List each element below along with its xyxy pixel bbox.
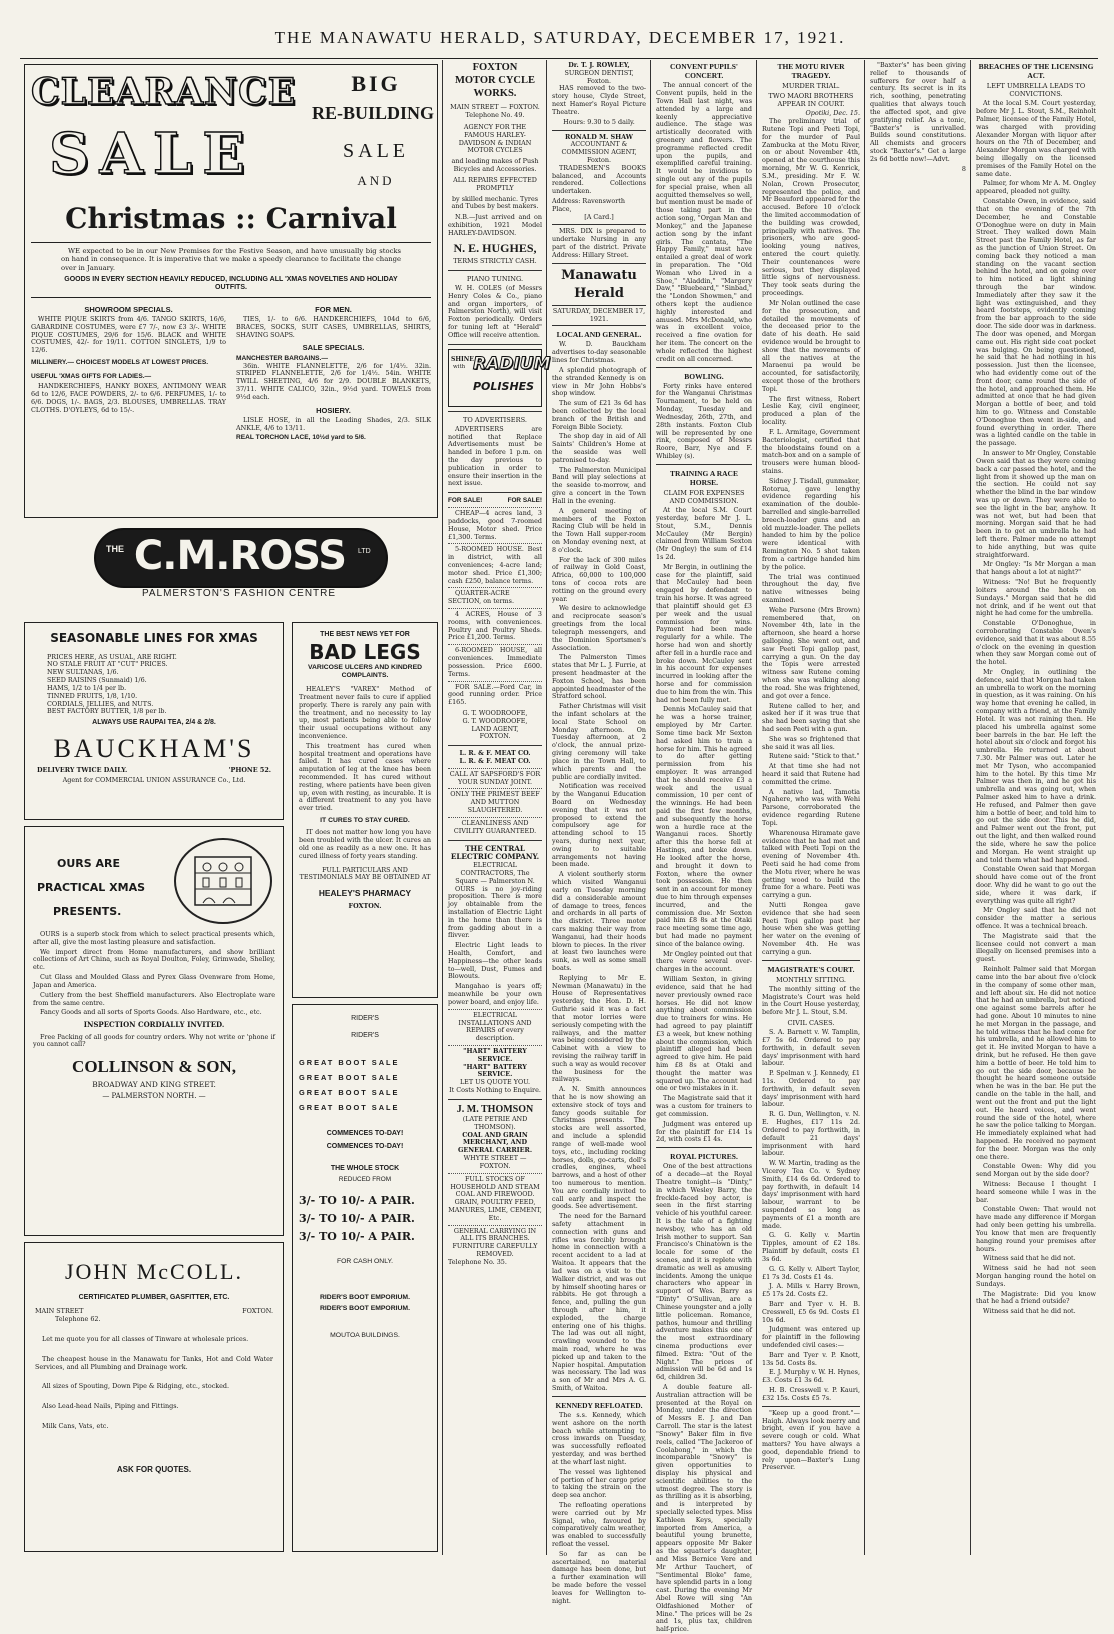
local-item: For the lack of 300 miles of railway in Gold Coast, Africa, 60,000 to 100,000 tons of cocoa rots are rotting on the ground every year. — [552, 555, 646, 603]
bad-legs-l3: VARICOSE ULCERS AND KINDRED COMPLAINTS. — [307, 663, 423, 679]
terms: TERMS STRICTLY CASH. — [453, 257, 537, 266]
hart-battery: "HART" BATTERY SERVICE. — [463, 1046, 527, 1063]
column-rule — [650, 60, 651, 1555]
civil-case: R. G. Dun, Wellington, v. N. E. Hughes, £17 11s 2d. Ordered to pay forthwith, in default 21 days' imprisonment with hard labour. — [762, 1110, 860, 1158]
riders-l1: RIDER'S — [351, 1015, 379, 1022]
licensing-heading: BREACHES OF THE LICENSING ACT. — [978, 62, 1094, 81]
race-heading: TRAINING A RACE HORSE. — [670, 468, 738, 487]
local-item: Notification was received by the Wanganui Education Board on Wednesday evening that it was not proposed to extend the compulsory age for attending school to 15 years, during next year, owing to suitable arrangements not having been made. — [552, 782, 646, 869]
radium-polishes: POLISHES — [473, 379, 535, 393]
thomson-stocks: FULL STOCKS OF HOUSEHOLD AND STEAM COAL AND FIREWOOD. — [450, 1174, 540, 1199]
list-item: TINNED FRUITS, 1/8, 1/10. — [47, 691, 138, 700]
sale-specials: SALE SPECIALS. — [302, 343, 365, 353]
presents-p2: We import direct from Home manufacturers, and show brilliant collections of Art China, such as Royal Doulton, Foley, Grimwade, Shelley, etc. — [33, 947, 275, 972]
sale-item: 5-ROOMED HOUSE. Best in district, with all conveniences; 4-acre land; motor shed. Price £1,300; cash £250, balance terms. — [448, 545, 542, 585]
ask-for-quotes: ASK FOR QUOTES. — [116, 1464, 192, 1474]
presents-p4: Cutlery from the best Sheffield manufacturers. Also Electroplate ware from the same centre. — [33, 990, 275, 1007]
civil-case: Judgment was entered up for plaintiff in the following undefended civil cases:— — [762, 1325, 860, 1350]
radium-word: RADIUM — [473, 353, 551, 374]
radium-with: with — [453, 363, 466, 370]
sale-item: CHEAP—4 acres land, 3 paddocks, good 7-roomed House, Motor shed. Price £1,300. Terms. — [448, 509, 542, 541]
column-5 — [656, 62, 752, 1634]
sale-item: 4 ACRES, House of 3 rooms, with conveniences. Poultry and Poultry Sheds. Price £1,200. Terms. — [448, 610, 542, 642]
motu-para: She was so frightened that she said it was all lies. — [762, 734, 860, 751]
thomson-late: (LATE PETRIE AND THOMSON). — [462, 1115, 528, 1131]
mccoll-trade: CERTIFICATED PLUMBER, GASFITTER, ETC. — [78, 1293, 230, 1301]
boot-emporium: RIDER'S BOOT EMPORIUM. — [320, 1294, 410, 1302]
rowley-town: Foxton. — [586, 76, 612, 85]
licensing-para: In answer to Mr Ongley, Constable Owen said that as they were coming back a car passed the hotel, and the light from it showed up the man on the section. He could not say whether the blind in the bar window was up or down. They were able to see the light in the bar, anyhow. It was not wet, but had been that morning. Morgan said that he had been in to get an umbrella he had left there. Palmer made no attempt to hide anything, but was quite straightforward. — [976, 449, 1096, 559]
price-line: 3/- TO 10/- A PAIR. — [299, 1212, 415, 1225]
bad-legs-l1: THE BEST NEWS YET FOR — [320, 631, 410, 638]
concert-heading: CONVENT PUPILS' CONCERT. — [670, 62, 738, 81]
civil-case: W. W. Martin, trading as the Viceroy Tea Co. v. Sydney Smith, £14 6s 6d. Ordered to pay forthwith, in default 14 days' imprisonment with hard labour, warrant to be suspended so long as payments of £1 a month are made. — [762, 1159, 860, 1230]
race-para: Dennis McCauley said that he was a horse trainer, employed by Mr Carter. Some time back Mr Sexton had asked him to train a horse for him. This he agreed to do after getting permission from his employer. It was arranged that he should receive £3 a week and the usual commission, 10 per cent of the winnings. He had been paid the first few months, and subsequently the horse won a hurdle race at the Wanganui races. Shortly after this the horse fell at Hastings, and broke down. He looked after the horse, and brought it down to Foxton, where the owner took possession. He then sent in an account for money due to him through expenses incurred, and the commission due. Mr Sexton paid him £8 8s at the Otaki race meeting some time ago, but had made no payment since of the balance owing. — [656, 705, 752, 948]
race-para: Mr Bergin, in outlining the case for the plaintiff, said that McCauley had been engaged by defendant to train his horse. It was agreed that plaintiff should get £3 per week and the usual commission for wins. Payment had been made regularly for a while. The horse had won and shortly after fell in a hurdle race and broke down. McCauley sent in his account for expenses incurred in looking after the horse and for commission due to him from the win. This had not been fully met. — [656, 562, 752, 704]
shaw-text: TRADESMEN'S BOOKS balanced, and Accounts rendered. Collections undertaken. — [552, 163, 646, 196]
motor-nb: N.B.—Just arrived and on exhibition, 1921 Model HARLEY-DAVIDSON. — [448, 213, 542, 237]
useful-heading: USEFUL 'XMAS GIFTS FOR LADIES.— — [31, 373, 152, 381]
licensing-para: Constable Owen: Why did you send Morgan out by the side door? — [976, 1162, 1096, 1179]
licensing-para: Witness: Because I thought I heard someone while I was in the bar. — [976, 1180, 1096, 1204]
race-subheading: CLAIM FOR EXPENSES AND COMMISSION. — [663, 489, 745, 506]
shaw-title: ACCOUNTANT & COMMISSION AGENT, — [561, 140, 637, 157]
mccoll-p5: Milk Cans, Vats, etc. — [42, 1422, 109, 1431]
christmas-carnival: Christmas :: Carnival — [65, 202, 397, 235]
rowley-hours: Hours: 9.30 to 5 daily. — [563, 117, 635, 126]
mccoll-p2: The cheapest house in the Manawatu for Tanks, Hot and Cold Water Services, and all Plumbing and Drainage work. — [35, 1354, 273, 1371]
cmross-the: THE — [106, 544, 124, 554]
motor-leading: and leading makes of Push Bicycles and Accessories. — [451, 157, 539, 174]
for-sale-left: FOR SALE! — [448, 497, 483, 505]
manchester-text: 36in. WHITE FLANNELETTE, 2/6 for 1/4½. 32in. STRIPED FLANNELETTE, 2/6 for 1/4½. 54in. WHITE TWILL SHEETING, 4/6 for 2/9. DOUBLE BLANKETS, 37/11. WHITE CALICO, 32in., 9½d yard. TOWELS from 9½d each. — [236, 361, 431, 401]
mccoll-town: FOXTON. — [242, 1307, 273, 1316]
motu-para: Wehe Parsone (Mrs Brown) remembered that, on November 4th, late in the afternoon, she heard a horse galloping. She went out, and saw Peeti Topi gallop past, carrying a gun. On the day the Topis were arrested witness saw Rutene coming when she was walking along the road. She was frightened, and got over a fence. — [762, 605, 860, 700]
delivery: DELIVERY TWICE DAILY. — [37, 765, 128, 774]
herald-date: SATURDAY, DECEMBER 17, 1921. — [552, 306, 646, 323]
column-rule — [864, 60, 865, 1555]
boot-sale-line: GREAT BOOT SALE — [299, 1088, 400, 1098]
goods-reduced: GOODS IN EVERY SECTION HEAVILY REDUCED, INCLUDING ALL 'XMAS NOVELTIES AND HOLIDAY OUTFITS. — [64, 275, 398, 292]
column-4 — [552, 61, 646, 1605]
kennedy-para: The vessel was lightened of portion of her cargo prior to taking the strain on the deep sea anchor. — [552, 1467, 646, 1500]
radium-shine: SHINE — [451, 355, 474, 363]
meat-co: L. R. & F. MEAT CO. — [459, 757, 531, 766]
meat-only: ONLY THE PRIMEST BEEF AND MUTTON SLAUGHTERED. — [450, 790, 540, 815]
mccoll-p4: Also Lead-head Nails, Piping and Fittings. — [42, 1402, 179, 1411]
motor-works-h2: MOTOR CYCLE — [454, 74, 536, 86]
moutoa-buildings: MOUTOA BUILDINGS. — [330, 1331, 400, 1339]
bad-legs-p3: IT does not matter how long you have been troubled with the ulcer. It cures an old one as readily as a new one. It has cured illness of forty years standing. — [299, 828, 431, 860]
torchon-lace: REAL TORCHON LACE, 10½d yard to 5/6. — [236, 434, 366, 442]
bad-legs-p2: This treatment has cured when hospital treatment and operations have failed. It has cured cases where amputation of leg at the knee has been recommended. It has cured without resting, where patients have been given up, even with resting, as incurable. It is a different treatment to any you have ever tried. — [299, 741, 431, 813]
motor-tel: Telephone No. 49. — [465, 111, 525, 120]
baxter-para: "Baxter's" has been giving relief to thousands of sufferers for over half a century. Its secret is in its rich, soothing, penetrating qualities that always touch the affected spot, and give gratifying relief. As a tonic, "Baxter's" is unrivalled. Builds sound constitutions. All chemists and grocers stock "Baxter's." Get a large 2s 6d bottle now!—Advt. — [870, 61, 966, 163]
showroom-text: WHITE PIQUE SKIRTS from 4/6. TANGO SKIRTS, 16/6, GABARDINE COSTUMES, were £7 7/-, now £3 3/-. WHITE PIQUE COSTUMES, 29/6 for 15/6. BLACK and WHITE COSTUMES, 42/- for 19/11. COTTON SINGLETS, 1/9 to 12/6. — [31, 315, 226, 355]
and-heading: AND — [357, 173, 395, 188]
list-item: CORDIALS, JELLIES, and NUTS. — [47, 699, 154, 708]
local-item: A splendid photograph of the stranded Kennedy is on view in Mr John Hobbs's shop window. — [552, 365, 646, 398]
local-item: The Palmerston Times states that Mr L. J. Furrie, at present headmaster at the Foxton School, has been appointed headmaster of the Stratford school. — [552, 653, 646, 701]
cmross-ltd: LTD — [358, 548, 371, 555]
mccoll-ad — [24, 1242, 284, 1552]
royal-para: A double feature all-Australian attraction will be presented at the Royal on Monday, under the direction of Messrs E. J. and Dan Carroll. The star is the latest "Snowy" Baker film in five reels, called "The Jackeroo of Coolabong," in which the incomparable "Snowy" is given opportunities to display his physical and scientific abilities to the utmost degree. The story is as thrilling as it is absorbing, and is interpreted by specially selected types. Miss Kathleen Keys, specially imported from America, a beautiful young brunette, appears opposite Mr Baker as the squatter's daughter, and Miss Bernice Vere and Mr Arthur Tauchert, of "Sentimental Bloke" fame, have splendid parts in a long cast. During the evening Mr Abel Rowe will sing "An Oldfashioned Mother of Mine." The prices will be 2s and 1s, plus tax, children half-price. — [656, 1383, 752, 1634]
phone: 'PHONE 52. — [228, 765, 271, 774]
presents-line-3: PRESENTS. — [53, 905, 122, 918]
column-rule — [970, 60, 971, 1555]
useful-text: HANDKERCHIEFS, HANKY BOXES, ANTIMONY WEAR 6d to 12/6, FACE POWDERS, 2/- to 6/6. PERFUMES, 1/- to 6/6. DOGS, 1/-. BAGS, 2/3. BLOUSES, UMBRELLAS. TRAY CLOTHS. D'OYLEYS, 6d to 15/-. — [31, 382, 226, 414]
motu-para: The preliminary trial of Rutene Topi and Peeti Topi, for the murder of Paul Zambucka at the Motu River, on or about November 4th, opened at the courthouse this morning, Mr W. G. Kenrick, S.M., presiding. Mr F. W. Nolan, Crown Prosecutor, represented the police, and Mr Beauford appeared for the accused. Before 10 o'clock the limited accommodation of the building was crowded, principally with natives. The prisoners, who are good-looking young natives, entered the court quietly. Their countenances were serious, but they displayed little signs of nervousness. They took seats during the proceedings. — [762, 117, 860, 298]
licensing-para: Constable Owen said that Morgan should have come out of the front door. Why did he want to go out the side, where it was dark, if everything was quite all right? — [976, 865, 1096, 905]
list-item: NEW SULTANAS, 1/6. — [47, 668, 119, 677]
thomson-grain: GRAIN, POULTRY FEED, MANURES, LIME, CEMENT, Etc. — [448, 1198, 542, 1222]
civil-case: H. B. Cresswell v. P. Kauri, £32 15s. Costs £5 7s. — [762, 1386, 860, 1402]
mccoll-street: MAIN STREET — [35, 1307, 84, 1316]
bowling-heading: BOWLING. — [684, 371, 724, 381]
local-item: The need for the Barnard safety attachment in connection with guns and rifles was forcibly brought home in connection with a recent accident to a lad at Waitoa. It appears that the lad was on a visit to the Walker district, and was out by himself shooting hares or rabbits. He got through a fence, and, pulling the gun through after him, it exploded, the charge entering one of his thighs. The lad was out all night, crawling wounded to the main road, where he was picked up and taken to the Napier hospital. Amputation was necessary. The lad was a son of Mr and Mrs A. G. Smith, of Waitoa. — [552, 1212, 646, 1393]
list-item: PRICES HERE, AS USUAL, ARE RIGHT. — [47, 652, 177, 661]
masthead: THE MANAWATU HERALD, SATURDAY, DECEMBER 17, 1921. — [274, 28, 846, 47]
shaw-town: Foxton. — [586, 155, 612, 164]
concert-para: The annual concert of the Convent pupils, held in the Town Hall last night, was attended by a large and keenly appreciative audience. The stage was artistically decorated with greenery and flowers. The programme reflected credit upon the pupils, and exemplified careful training. It would be invidious to single out any of the pupils for special praise, when all acquitted themselves so well, but mention must be made of those taking part in the action song, "Organ Man and Monkey," and the Japanese action song by the infant girls. The cantata, "The Happy Family," must have entailed a great deal of work in preparation. The "Old Woman who Lived in a Shoe," "Aladdin," "Margery Daw," "Bluebeard," "Sinbad," the "London Showmen," and others kept the audience highly interested and amused. Mrs McDonald, who was in excellent voice, received a fine ovation for her item. The concert on the whole reflected the highest credit on all concerned. — [656, 81, 752, 363]
shaw-address: Address: Ravensworth Place, — [552, 197, 625, 213]
electric-heading: THE CENTRAL ELECTRIC COMPANY. — [450, 843, 540, 862]
seasonable-heading: SEASONABLE LINES FOR XMAS — [50, 631, 258, 645]
collinson-ad — [24, 826, 284, 1236]
shaw-name: RONALD M. SHAW — [565, 132, 633, 141]
list-item: BEST FACTORY BUTTER, 1/8 per lb. — [47, 707, 167, 716]
electric-p2: Electric Light leads to Health, Comfort, and Happiness—the other leads to—well, Dust, Fumes and Blowouts. — [448, 941, 542, 981]
civil-case: Barr and Tyer v. H. B. Cresswell, £5 6s 9d. Costs £1 10s 6d. — [762, 1299, 860, 1324]
magistrate-heading: MAGISTRATE'S COURT. — [767, 964, 855, 974]
sale-item: 6-ROOMED HOUSE, all conveniences. Immediate possession. Price £600. Terms. — [448, 646, 542, 678]
race-para: Judgment was entered up for the plaintiff for £14 1s 2d, with costs £1 4s. — [656, 1119, 752, 1144]
seasonable-lines — [33, 654, 275, 717]
cures-heading: IT CURES TO STAY CURED. — [320, 817, 410, 825]
thomson-furniture: FURNITURE CAREFULLY REMOVED. — [452, 1242, 538, 1259]
civil-case: E. J. Murphy v. W. H. Hynes, £3. Costs £1 3s 6d. — [762, 1368, 860, 1385]
civil-case: J. A. Mills v. Harry Brown, £5 17s 2d. Costs £2. — [762, 1282, 860, 1299]
raupai-tea: ALWAYS USE RAUPAI TEA, 2/4 & 2/8. — [92, 719, 216, 727]
price-line: 3/- TO 10/- A PAIR. — [299, 1193, 415, 1207]
thomson-carrying: GENERAL CARRYING IN ALL ITS BRANCHES. — [453, 1226, 537, 1243]
mccoll-tel: Telephone 62. — [55, 1315, 101, 1324]
motu-para: The trial was continued throughout the day, five native witnesses being examined. — [762, 572, 860, 604]
sale-heading: SALE — [343, 140, 409, 162]
licensing-para: Mr Ongley, in outlining the defence, said that Morgan had taken an umbrella to work on the morning in question, as it was raining. On his way home that evening he called, in company with a friend, at the Family Hotel. It was not raining then. He placed his umbrella against some beer barrels in the bar. He left the hotel about six o'clock and forgot his umbrella. He returned at about 7.30. Mr Palmer was out. Later he met Mr Tyson, who accompanied him to the hotel. By this time Mr Palmer was then in, and he got his umbrella and was going out, when Palmer asked him to have a drink. He refused, and Palmer then gave him a bottle of beer, and told him to go out the side door. This he did, and Palmer went out the front, put out the light, and then walked round the side, where he saw the police and Morgan. He went straight up and told them what had happened. — [976, 668, 1096, 864]
motor-repairs: ALL REPAIRS EFFECTED PROMPTLY — [453, 175, 537, 192]
presents-p1: OURS is a superb stock from which to select practical presents which, after all, give the most lasting pleasure and satisfaction. — [33, 930, 275, 946]
civil-case: S. A. Barnett v. W. Tamplin, £7 5s 6d. Ordered to pay forthwith, in default seven days' imprisonment with hard labour. — [762, 1028, 860, 1068]
cmross-name: C.M.ROSS Co — [133, 533, 347, 631]
motu-para: Wharenousa Hiramate gave evidence that he had met and talked with Peeti Topi on the evening of November 4th. Peeti said he had come from the Motu river, where he was getting wood to build the frame for a whare. Peeti was carrying a gun. — [762, 828, 860, 900]
licensing-para: Constable O'Donoghue, in corroborating Constable Owen's evidence, said that it was about 8.55 o'clock on the evening in question when they saw Morgan come out of the hotel. — [976, 619, 1096, 667]
motu-sub1: MURDER TRIAL. — [782, 82, 840, 91]
motu-para: Sidney J. Tisdall, gunmaker, Rotorua, gave lengthy evidence regarding his examination of the double-barrelled and single-barrelled breech-loader guns and an old muzzle-loader. The pellets handed to him by the police were identical with Remington No. 5 shot taken from a cartridge handed him by the police. — [762, 476, 860, 571]
local-item: A general meeting of members of the Foxton Racing Club will be held in the Town Hall supper-room on Monday evening next, at 8 o'clock. — [552, 506, 646, 554]
dix-notice: MRS. DIX is prepared to undertake Nursing in any part of the district. Private Address: Hillary Street. — [552, 227, 646, 259]
free-packing: Free Packing of all goods for country orders. Why not write or 'phone if you cannot call? — [33, 1032, 275, 1049]
motor-skilled: by skilled mechanic. Tyres and Tubes by best makers. — [451, 194, 539, 211]
collinson-town: — PALMERSTON NORTH. — — [102, 1092, 206, 1101]
rowley-text: HAS removed to the two-story house, Clyde Street, next Hamer's Royal Picture Theatre. — [552, 84, 646, 116]
licensing-para: The Magistrate: Did you know that he had a friend outside? — [976, 1289, 1096, 1306]
licensing-para: Witness said he had not seen Morgan hanging round the hotel on Sundays. — [976, 1264, 1096, 1288]
motu-para: F. L. Armitage, Government Bacteriologist, certified that the bloodstains found on a match-box and on a sample of trousers were human blood-stains. — [762, 427, 860, 475]
thomson-tel: Telephone No. 35. — [448, 1257, 507, 1266]
licensing-para: At the local S.M. Court yesterday, before Mr J. L. Stout, S.M., Reinholt Palmer, licensee of the Family Hotel, was charged with providing Alexander Morgan with liquor after hours on the 7th of December, and Alexander Morgan was charged with being illegally on the licensed premises of the Family Hotel on the same date. — [976, 99, 1096, 178]
motu-para: Rutene called to her, and asked her if it was true that she had been saying that she had seen Peeti with a gun. — [762, 701, 860, 733]
agent-line: Agent for COMMERCIAL UNION ASSURANCE Co., Ltd. — [62, 776, 246, 785]
boot-emporium: RIDER'S BOOT EMPORIUM. — [320, 1305, 410, 1313]
men-heading: FOR MEN. — [315, 304, 352, 314]
magistrate-sub: MONTHLY SITTING. — [775, 975, 847, 984]
motu-para: Mr Nolan outlined the case for the prosecution, and detailed the movements of the deceased prior to the date of his death. He said evidence would be brought to show that the movements of all the natives at the Maraenui pa would be accounted, for satisfactorily, except those of the brothers Topi. — [762, 298, 860, 393]
baxter-para: "Keep up a good front."—Haigh. Always look merry and bright, even if you have a severe cough or cold. What matters? You have always a good, dependable friend to rely upon—Baxter's Lung Preserver. — [762, 1408, 860, 1472]
cash-only: FOR CASH ONLY. — [336, 1257, 394, 1265]
kennedy-para: So far as can be ascertained, no material damage has been done, but a further examination will be made before the vessel leaves for Wellington to-night. — [552, 1549, 646, 1605]
clearance-header — [31, 69, 435, 199]
local-heading: LOCAL AND GENERAL. — [556, 330, 642, 340]
presents-p5: Fancy Goods and all sorts of Sports Goods. Also Hardware, etc., etc. — [40, 1008, 262, 1017]
manchester-heading: MANCHESTER BARGAINS.— — [236, 354, 328, 362]
licensing-para: Reinholt Palmer said that Morgan came into the bar about five o'clock in the company of some other man, and left about six. He did not notice that he had an umbrella, but noticed one against some barrels after he had gone. About 10 minutes to nine he met Morgan in the passage, and he told witness that he had come for his umbrella, and he allowed him to get it. He invited Morgan to have a drink, but he refused. He then gave him a bottle of beer. He told him to go out the side door, because he thought he heard someone outside when he was in the bar. He put the candle on the table in the hall, and went out the front and put the light out. He heard voices, and went round the side of the hotel, where he saw the police talking to Morgan. He immediately explained what had happened. He received no payment for the beer. Morgan was the only one there. — [976, 965, 1096, 1161]
local-item: W. D. Bauckham advertises to-day seasonable lines for Christmas. — [552, 340, 646, 365]
kennedy-para: The s.s. Kennedy, which went ashore on the north beach while attempting to cross inwards on Tuesday, was successfully refloated yesterday, and was berthed at the wharf last night. — [552, 1411, 646, 1466]
civil-case: P. Spelman v. J. Kennedy, £1 11s. Ordered to pay forthwith, in default seven days' imprisonment with hard labour. — [762, 1069, 860, 1109]
licensing-para: The Magistrate said that the licensee could not convert a man illegally on licensed premises into a guest. — [976, 931, 1096, 964]
bauckham-name: BAUCKHAM'S — [53, 733, 255, 763]
showroom-heading: SHOWROOM SPECIALS. — [84, 304, 173, 314]
let-us-quote: LET US QUOTE YOU. — [459, 1078, 531, 1087]
licensing-para: Constable Owen, in evidence, said that on the evening of the 7th December, he and Constable O'Donoghue were on duty in Main Street. They walked down Main Street past the Family Hotel, as far as the junction of Union Street. On coming back they noticed a man standing on the vacant section behind the hotel, and on going over to him noticed a light shining through the bar window. Immediately after they saw it the light was extinguished, and they heard footsteps, evidently coming from the bar approach to the side door. The side door was in darkness. The door was opened, and Morgan came out. His right side coat pocket was bulging. On being questioned, he said that he had nothing in his possession. Just then the licensee, who had evidently come out of the front door, came round the side of the hotel, and approached them. He admitted at once that he had given Morgan a bottle of beer, and told him to go. Witness and Constable O'Donoghue then went in-side, and found everything in order. There was a lighted candle on the table in the passage. — [976, 197, 1096, 448]
licensing-para: Palmer, for whom Mr A. M. Ongley appeared, pleaded not guilty. — [976, 179, 1096, 196]
clearance-intro: WE expected to be in our New Premises for the Festive Season, and have unusually big stocks on hand in consequence. It is imperative that we make a speedy clearance to facilitate the change over in January. — [61, 247, 401, 272]
herald-title: Manawatu Herald — [561, 267, 637, 301]
clearance-title: CLEARANCE — [31, 71, 297, 113]
healey-pharmacy: HEALEY'S PHARMACY — [318, 888, 412, 899]
motor-works-h1: FOXTON — [472, 62, 518, 73]
motu-para: A native lad, Tamotia Ngahere, who was with Wehi Parsone, corroborated the evidence regarding Rutene Topi. — [762, 787, 860, 827]
millinery: MILLINERY.— CHOICEST MODELS AT LOWEST PRICES. — [31, 359, 209, 367]
motu-para: At that time she had not heard it said that Rutene had committed the crime. — [762, 762, 860, 786]
collinson-street: BROADWAY AND KING STREET. — [92, 1080, 216, 1090]
thomson-name: J. M. THOMSON — [456, 1103, 534, 1115]
licensing-para: Witness: "No! But he frequently loiters around the hotels on Sundays." Morgan said that he did not drink, and if he went out that night he had come for the umbrella. — [976, 578, 1096, 618]
agent-town: FOXTON. — [479, 732, 511, 741]
inspection: INSPECTION CORDIALLY INVITED. — [83, 1020, 225, 1030]
agent-name: G. T. WOODROOFE, — [462, 708, 528, 717]
civil-heading: CIVIL CASES. — [787, 1019, 835, 1028]
column-3 — [448, 62, 551, 1554]
piano-heading: PIANO TUNING. — [466, 275, 524, 284]
presents-line-2: PRACTICAL XMAS — [37, 881, 146, 894]
licensing-sub: LEFT UMBRELLA LEADS TO CONVICTIONS. — [986, 82, 1086, 99]
advertisers-text: ADVERTISERS are notified that Replace Advertisements must be handed in before 1 p.m. on the day previous to publication in order to ensure their insertion in the next issue. — [448, 424, 542, 488]
meat-clean: CLEANLINESS AND CIVILITY GUARANTEED. — [453, 818, 537, 835]
mccoll-name: JOHN McCOLL. — [65, 1259, 243, 1284]
motu-para: Rutene said: "Stick to that." — [769, 752, 860, 761]
collinson-name: COLLINSON & SON, — [72, 1057, 236, 1077]
motor-agency: AGENCY FOR THE FAMOUS HARLEY-DAVIDSON & INDIAN MOTOR CYCLES — [458, 123, 532, 155]
list-item: SEED RAISINS (Sunmaid) 1/6. — [47, 676, 147, 685]
costs-nothing: It Costs Nothing to Enquire. — [449, 1086, 541, 1095]
kennedy-para: The refloating operations were carried out by Mr Signal, who, favoured by comparatively calm weather, was enabled to successfully refloat the vessel. — [552, 1500, 646, 1549]
china-cabinet-icon — [173, 837, 273, 925]
thomson-street: WHYTE STREET — FOXTON. — [463, 1154, 527, 1170]
royal-heading: ROYAL PICTURES. — [670, 1152, 738, 1162]
motu-heading: THE MOTU RIVER TRAGEDY. — [777, 62, 845, 81]
cmross-ad — [24, 524, 438, 631]
land-agent: LAND AGENT, — [471, 724, 519, 733]
race-para: Mr Ongley pointed out that there were several over-charges in the account. — [656, 949, 752, 974]
clearance-sale-ad — [24, 64, 438, 518]
motor-works-h3: WORKS. — [473, 87, 517, 99]
motu-sub2: TWO MAORI BROTHERS APPEAR IN COURT. — [768, 92, 854, 109]
men-text: TIES, 1/- to 6/6. HANDKERCHIEFS, 104d to 6/6, BRACES, SOCKS, SUIT CASES, UMBRELLAS, SHIRTS, SHAVING SOAPS. — [236, 315, 431, 339]
riders-l2: RIDER'S — [351, 1031, 379, 1039]
motu-para: The first witness, Robert Leslie Kay, civil engineer, produced a plan of the locality. — [762, 394, 860, 427]
local-item: A. N. Smith announces that he is now showing an extensive stock of toys and fancy goods suitable for Christmas presents. The stocks are well assorted, and include a splendid range of well-made wool toys, etc., including rocking horses, dolls, go-carts, doll's cradles, engines, wheel barrows, and a host of other too numerous to mention. You are cordially invited to call early and inspect the goods. See advertisement. — [552, 1085, 646, 1211]
civil-case: G. G. Kelly v. Albert Taylor, £1 7s 3d. Costs £1 4s. — [762, 1264, 860, 1281]
column-rule — [546, 60, 547, 1555]
licensing-para: Mr Ongley: "Is Mr Morgan a man that hangs about a lot at night?" — [976, 560, 1096, 577]
price-line: 3/- TO 10/- A PAIR. — [299, 1230, 415, 1244]
local-item: Replying to Mr E. Newman (Manawatu) in the House of Representatives yesterday, the Hon. D. H. Guthrie said it was a fact that motor lorries were seriously competing with the railways, and the matter was being considered by the Cabinet with a view to revising the railway tariff in such a way as would recover the business for the railways. — [552, 973, 646, 1084]
bad-legs-title: BAD LEGS — [309, 639, 421, 664]
licensing-para: Witness said that he did not. — [983, 1307, 1076, 1316]
local-item: A violent southerly storm which visited Wanganui early on Tuesday morning did a considerable amount of damage to trees, fences and orchards in all parts of the district. Three motor cars making their way from Wanganui, had their hoods blown to pieces. In the river at least two launches were sunk, as well as some small boats. — [552, 870, 646, 973]
sale-figures: SALE — [49, 121, 255, 187]
licensing-para: Mr Ongley said that he did not consider the matter a serious offence. It was a technical breach. — [976, 906, 1096, 931]
rowley-name: Dr. T. J. ROWLEY, — [568, 61, 630, 69]
column-6 — [762, 62, 860, 1554]
kennedy-heading: KENNEDY REFLOATED. — [555, 1400, 643, 1410]
local-item: The Palmerston Municipal Band will play selections at the seaside to-morrow, and give a concert in the Town Hall in the evening. — [552, 465, 646, 505]
mccoll-p1: Let me quote you for all classes of Tinware at wholesale prices. — [42, 1334, 249, 1343]
big-heading: BIG — [351, 71, 401, 96]
healey-foxton: FOXTON. — [348, 901, 382, 910]
boot-sale-line: GREAT BOOT SALE — [299, 1073, 400, 1083]
mccoll-p3: All sizes of Spouting, Down Pipe & Ridging, etc., stocked. — [42, 1382, 230, 1391]
radium-ad — [448, 349, 551, 407]
thomson-coal: COAL AND GRAIN MERCHANT, AND GENERAL CARRIER. — [457, 1130, 533, 1155]
civil-case: Barr and Tyer v. P. Knott, 13s 5d. Costs 8s. — [762, 1350, 860, 1367]
bad-legs-ad — [292, 622, 438, 998]
list-item: NO STALE FRUIT AT "CUT" PRICES. — [47, 660, 168, 669]
reduced-from: REDUCED FROM — [338, 1175, 392, 1183]
list-item: HAMS, 1/2 to 1/4 per lb. — [47, 683, 127, 692]
advt-number: 8 — [961, 164, 966, 173]
fashion-centre: PALMERSTON'S FASHION CENTRE — [141, 588, 337, 599]
rebuilding-heading: RE-BUILDING — [311, 103, 435, 123]
bauckham-ad — [24, 622, 284, 820]
meat-call: CALL AT SAPSFORD'S FOR YOUR SUNDAY JOINT. — [449, 769, 541, 786]
hosiery-text: LISLE HOSE, in all the Leading Shades, 2/3. SILK ANKLE, 4/6 to 13/11. — [236, 415, 431, 432]
motu-para: Nutti Rongea gave evidence that she had seen Peeti Topi gallop past her house when she was getting her water on the evening of November 4th. He was carrying a gun. — [762, 901, 860, 956]
bad-legs-p1: HEALEY'S "VAREX" Method of Treatment never fails to cure if applied properly. There is rarely any pain with the treatment, and no necessity to lay up, most patients being able to follow their usual occupations without any inconvenience. — [299, 685, 431, 740]
magistrate-para: The monthly sitting of the Magistrate's Court was held in the Court House yesterday, before Mr J. L. Stout, S.M. — [762, 984, 860, 1017]
meat-co: L. R. & F. MEAT CO. — [459, 749, 531, 758]
hughes-name: N. E. HUGHES, — [453, 240, 537, 255]
bowling-para: Forty rinks have entered for the Wanganui Christmas Tournament, to be held on Monday, Tuesday and Wednesday, 26th, 27th, and 28th instants. Foxton Club will be represented by one rink, composed of Messrs Roore, Barr, Nye and F. Whibley (s). — [656, 381, 752, 460]
advertisers-heading: TO ADVERTISERS. — [463, 415, 527, 424]
electric-sub: ELECTRICAL CONTRACTORS, The Square — Palmerston N. — [455, 861, 535, 885]
motor-street: MAIN STREET — FOXTON. — [450, 103, 540, 112]
whole-stock: THE WHOLE STOCK — [330, 1165, 400, 1173]
hosiery-heading: HOSIERY. — [316, 405, 351, 415]
local-item: The sum of £21 3s 6d has been collected by the local branch of the British and Foreign Bible Society. — [552, 399, 646, 431]
race-para: William Sexton, in giving evidence, said that he had never previously owned race horses. He did not know anything about commission due to trainers for wins. He had agreed to pay plaintiff £3 a week, but knew nothing about the commission, which plaintiff alleged had been agreed to give him. He paid him £8 8s at Otaki and thought the matter was squared up. The account had one or two mistakes in it. — [656, 975, 752, 1093]
local-item: The shop day in aid of All Saints' Children's Home at the seaside was well patronised to-day. — [552, 432, 646, 464]
electric-installations: ELECTRICAL INSTALLATIONS AND REPAIRS of every description. — [458, 1010, 532, 1043]
local-item: Father Christmas will visit the infant scholars at the local State School on Monday afternoon. On Tuesday afternoon, at 2 o'clock, the annual prize-giving ceremony will take place in the Town Hall, to which parents and the public are cordially invited. — [552, 702, 646, 781]
shaw-card: [A Card.] — [584, 212, 614, 221]
boot-sale-line: GREAT BOOT SALE — [299, 1103, 400, 1113]
race-para: At the local S.M. Court yesterday, before Mr J. L. Stout, S.M., Dennis McCauley (Mr Bergin) claimed from William Sexton (Mr Ongley) the sum of £14 1s 2d. — [656, 506, 752, 562]
electric-p1: OURS is no joy-riding proposition. There is more joy obtainable from the installation of Electric Light in the home than there is from gadding about in a flivver. — [448, 884, 542, 940]
column-rule — [756, 60, 757, 1555]
race-para: The Magistrate said that it was a custom for trainers to get commission. — [656, 1094, 752, 1118]
agent-name: G. T. WOODROOFE, — [462, 716, 528, 725]
rowley-title: SURGEON DENTIST, — [564, 68, 634, 77]
riders-ad — [292, 1004, 438, 1552]
presents-line-1: OURS ARE — [57, 857, 121, 870]
presents-p3: Cut Glass and Moulded Glass and Pyrex Glass Ovenware from Home, Japan and America. — [33, 973, 275, 989]
column-6b — [870, 62, 966, 1554]
sale-item: QUARTER-ACRE SECTION, on terms. — [448, 589, 514, 606]
local-item: We desire to acknowledge and reciprocate season's greetings from the local telegraph messengers, and the Dominion Sportsmen's Association. — [552, 604, 646, 652]
boot-sale-line: GREAT BOOT SALE — [299, 1058, 400, 1068]
column-7 — [976, 62, 1096, 1554]
masthead-rule — [20, 58, 1098, 59]
piano-text: W. H. COLES (of Messrs Henry Coles & Co., piano and organ importers, of Palmerston North), will visit Foxton periodically. Orders for tuning left at "Herald" Office will receive attention. — [448, 284, 542, 339]
for-sale-right: FOR SALE! — [507, 497, 542, 505]
hart-battery: "HART" BATTERY SERVICE. — [463, 1062, 527, 1079]
column-rule — [442, 60, 443, 1555]
commences: COMMENCES TO-DAY! — [326, 1130, 404, 1138]
electric-p3: Mangahao is years off; meanwhile be your own power board, and enjoy life. — [448, 982, 542, 1006]
commences: COMMENCES TO-DAY! — [326, 1142, 404, 1150]
licensing-para: Constable Owen: That would not have made any difference if Morgan had only been getting his umbrella. You know that men are frequently hanging round your premises after hours. — [976, 1205, 1096, 1253]
civil-case: G. G. Kelly v. Martin Tipples, amount of £2 18s. Plaintiff by default, costs £1 3s 6d. — [762, 1231, 860, 1263]
full-particulars: FULL PARTICULARS AND TESTIMONIALS MAY BE OBTAINED AT — [299, 865, 431, 882]
royal-para: One of the best attractions of a decade—at the Royal Theatre tonight—is "Dinty," in which Wesley Barry, the freckle-faced boy actor, is seen in the first starring vehicle of his youthful career. It is the tale of a fighting newsboy, who has an old Irish mother to support. San Francisco's Chinatown is the locale for some of the scenes, and it is replete with dramatic as well as amusing incidents. Among the unique characters who appear in support of Wes. Barry as "Dinty" O'Sullivan, are a Chinese youngster and a jolly little policeman. Romance, pathos, humour and thrilling adventure makes this one of the most extraordinary cinema productions ever filmed. Extra: "Out of the Night." The prices of admission will be 6d and 1s 6d, children 3d. — [656, 1162, 752, 1382]
licensing-para: Witness said that he did not. — [983, 1254, 1076, 1263]
sale-item: FOR SALE.—Ford Car, in good running order. Price £165. — [448, 682, 542, 707]
motu-dateline: Opotiki, Dec. 15. — [805, 109, 860, 118]
